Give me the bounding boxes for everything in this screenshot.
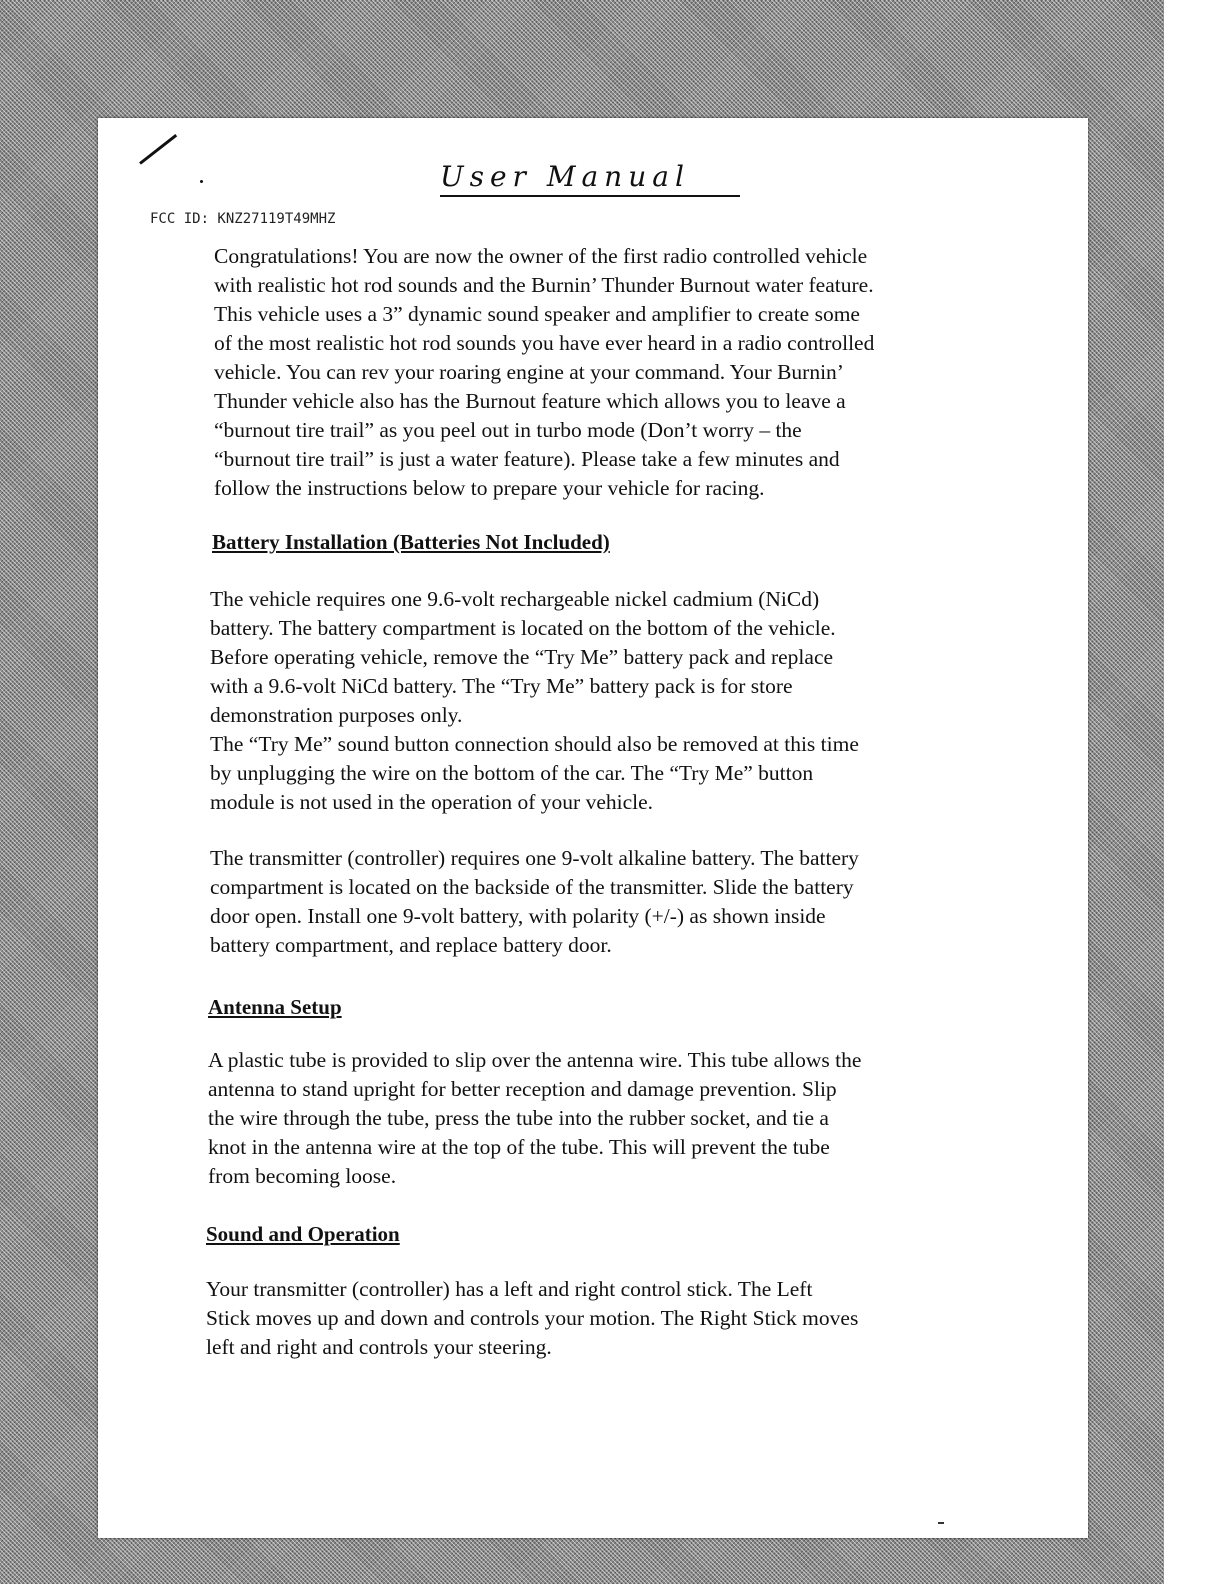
- handwritten-title: User Manual: [440, 160, 740, 197]
- battery-vehicle-paragraph: The vehicle requires one 9.6-volt rechargeable nickel cadmium (NiCd) battery. The battery compartment is located on the bottom of the vehicle. Before operating vehicle, remove the “Try Me” battery pack and replace with a 9.6-volt NiCd battery. The “Try Me” battery pack is for store demonstration purposes only. The “Try Me” sound button connection should also be removed at this time by unplugging the wire on the bottom of the car. The “Try Me” button module is not used in the operation of your vehicle.: [210, 587, 859, 814]
- battery-transmitter-paragraph: The transmitter (controller) requires one 9-volt alkaline battery. The battery compartment is located on the backside of the transmitter. Slide the battery door open. Install one 9-volt battery, with polarity (+/-) as shown inside battery compartment, and replace battery door.: [210, 846, 859, 957]
- antenna-paragraph: A plastic tube is provided to slip over the antenna wire. This tube allows the antenna to stand upright for better reception and damage prevention. Slip the wire through the tube, press the tube into the rubber socket, and tie a knot in the antenna wire at the top of the tube. This will prevent the tube from becoming loose.: [208, 1048, 862, 1188]
- heading-battery-installation: Battery Installation (Batteries Not Included): [212, 530, 610, 554]
- heading-antenna-setup: Antenna Setup: [208, 995, 342, 1019]
- scanner-right-edge: [1164, 0, 1224, 1584]
- handwritten-dot-mark: [200, 180, 203, 183]
- fcc-id: FCC ID: KNZ27119T49MHZ: [150, 211, 336, 227]
- scan-speck: [938, 1522, 944, 1524]
- intro-paragraph: Congratulations! You are now the owner of the first radio controlled vehicle with realistic hot rod sounds and the Burnin’ Thunder Burnout water feature. This vehicle uses a 3” dynamic sound speaker and amplifier to create some of the most realistic hot rod sounds you have ever heard in a radio controlled vehicle. You can rev your roaring engine at your command. Your Burnin’ Thunder vehicle also has the Burnout feature which allows you to leave a “burnout tire trail” as you peel out in turbo mode (Don’t worry – the “burnout tire trail” is just a water feature). Please take a few minutes and follow the instructions below to prepare your vehicle for racing.: [214, 244, 875, 500]
- sound-operation-paragraph: Your transmitter (controller) has a left and right control stick. The Left Stick moves up and down and controls your motion. The Right Stick moves left and right and controls your steering.: [206, 1277, 859, 1359]
- heading-sound-operation: Sound and Operation: [206, 1222, 400, 1246]
